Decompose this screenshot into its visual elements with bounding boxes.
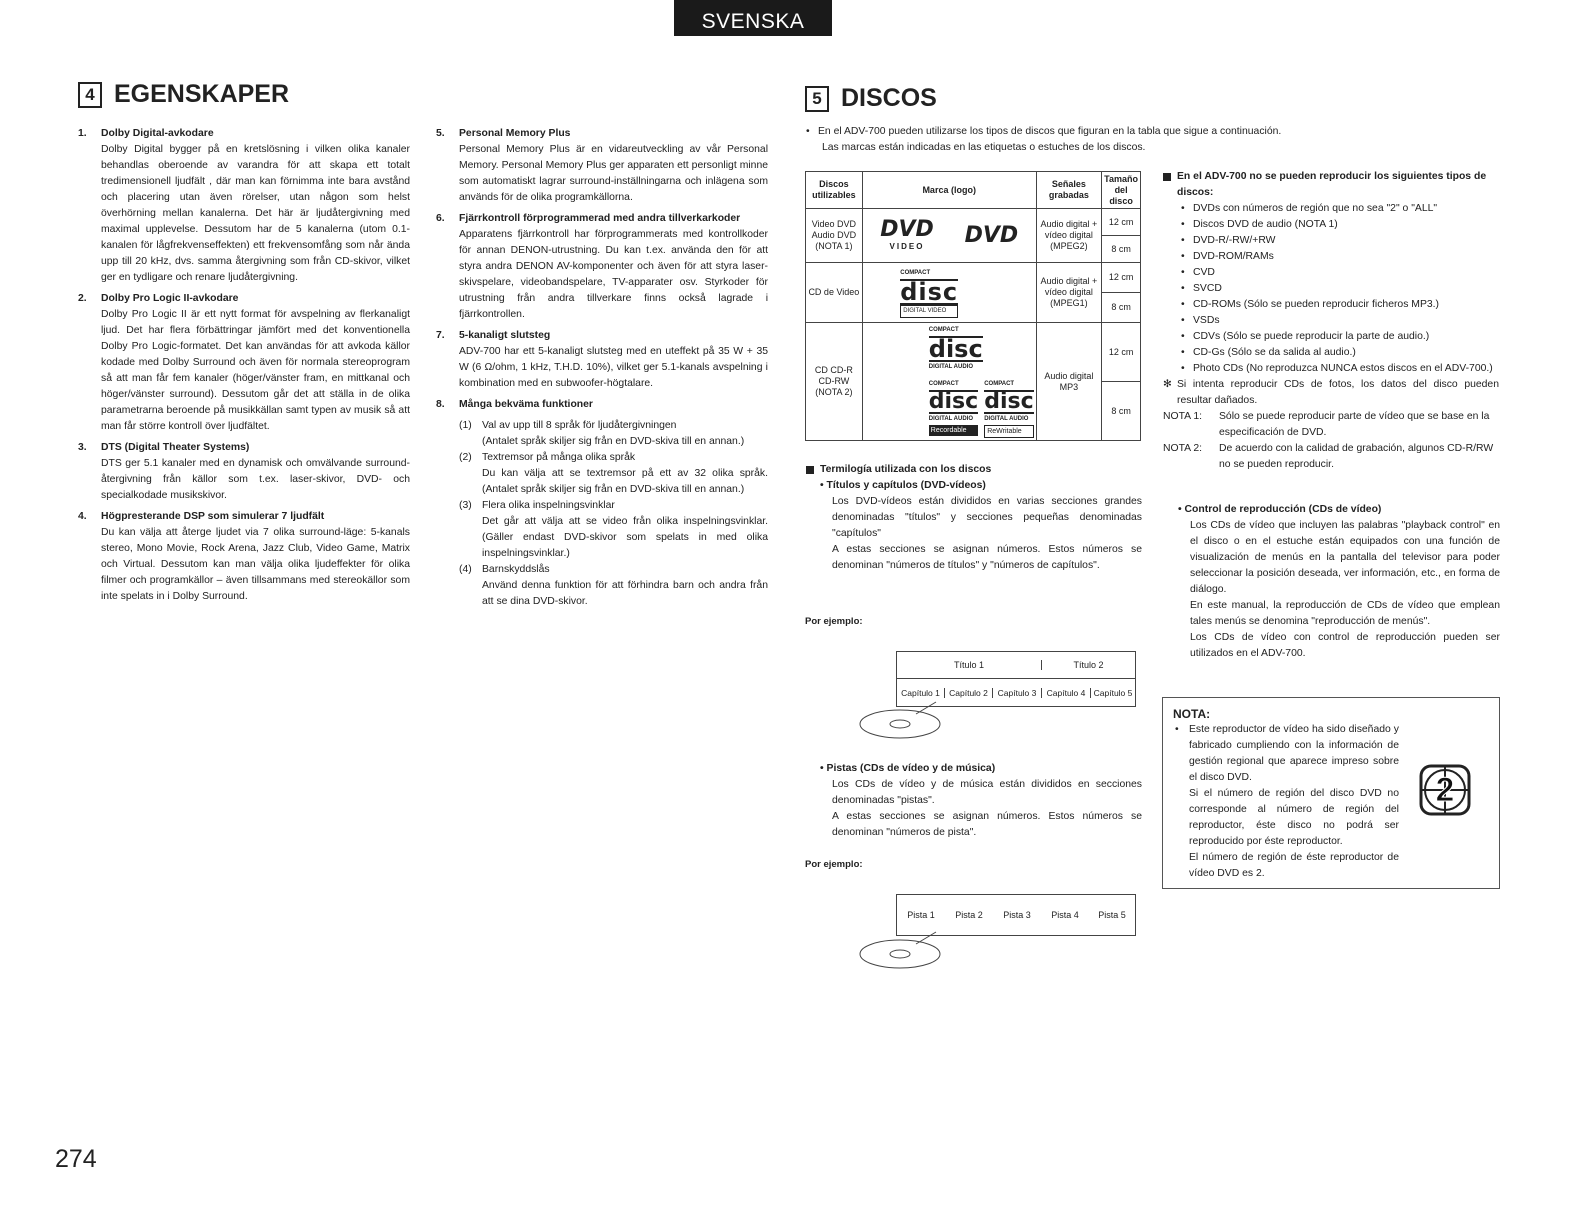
unsupported-item: • Photo CDs (No reproduzca NUNCA estos discos en el ADV-700.) (1181, 363, 1493, 374)
table-cell: Audio digital MP3 (1036, 323, 1102, 441)
table-cell: CD CD-R CD-RW (NOTA 2) (806, 323, 863, 441)
terms-heading: Termilogía utilizada con los discos (820, 464, 992, 475)
feature-subitem: (2) Textremsor på många olika språk Du kan välja att se textremsor på ett av 32 olika språk. (Antalet språk skiljer sig från en DVD-skiva till en annan.) (459, 452, 768, 495)
feature-subitem: (3) Flera olika inspelningsvinklar Det går att välja att se video från olika inspelningsvinklar. (Gäller endast DVD-skivor som spelats in med olika inspelningsvinklar.) (459, 500, 768, 559)
unsupported-item: • CD-ROMs (Sólo se pueden reproducir ficheros MP3.) (1181, 299, 1440, 310)
feature-heading: Dolby Digital-avkodare (101, 128, 214, 139)
title-1: Título 1 (897, 660, 1042, 670)
feature-item: 6. Fjärrkontroll förprogrammerad med andra tillverkarkoder Apparatens fjärrkontroll har förprogrammerats med kontrollkoder för annan DENON-utrustning. Du kan t.ex. använda den för att styra andra DENON AV-komponenter och även för att styra laser-skivspelare, videobandspelare, TV-apparater osv. Styrkoder för utrustning från andra tillverkare finns också lagrade i fjärrkontrollen. (436, 211, 768, 323)
unsupported-item: • DVD-R/-RW/+RW (1181, 235, 1276, 246)
tracks-heading: • Pistas (CDs de vídeo y de música) (820, 763, 996, 774)
unsupported-item: • CDVs (Sólo se puede reproducir la parte de audio.) (1181, 331, 1430, 342)
unsupported-item: • CD-Gs (Sólo se da salida al audio.) (1181, 347, 1356, 358)
disc-table (805, 171, 1141, 441)
track-label: Pista 3 (1003, 910, 1031, 920)
title-2: Título 2 (1073, 660, 1104, 670)
table-header: Señales grabadas (1036, 172, 1102, 209)
feature-heading: Fjärrkontroll förprogrammerad med andra tillverkarkoder (459, 213, 741, 224)
example-label: Por ejemplo: (805, 859, 863, 870)
feature-item: 3. DTS (Digital Theater Systems) DTS ger 5.1 kanaler med en dynamisk och omvälvande surround-återgivning från källor som t.ex. laser-skivor, DVD- och specialkodade musikskivor. (78, 440, 410, 504)
feature-item: 1. Dolby Digital-avkodare Dolby Digital bygger på en kretslösning i vilken olika kanaler behandlas oberoende av varandra för att skapa ett totalt tredimensionell ljudfält , där man kan förnimma inte bara avstånd och placering utan även rörelser, utan någon som helst överhörning mellan kanalerna. Det här är ljudåtergivning med maximal upplevelse. Dessutom har de 5 kanalerna (utom 0.1-kanalen för lågfrekvenseffekten) ett frekvensomfång som når ända upp till 20 kHz, dvs. samma återgivning som från CD-skivor, vilket ger en tydligare och renare ljudåtergivning. (78, 126, 410, 286)
intro-line-1: En el ADV-700 pueden utilizarse los tipos de discos que figuran en la tabla que sigue a continuación. (818, 126, 1282, 137)
tracks-body-2: A estas secciones se asignan números. Estos números se denominan "números de pista". (832, 811, 1142, 838)
feature-item: 2. Dolby Pro Logic II-avkodare Dolby Pro Logic II är ett nytt format för avspelning av flerkanaligt ljud. Det har flera förbättringar jämfört med det konventionella Dolby Pro Logic-formatet. Det kan användas för att avkoda källor kodade med Dolby Surround och även för normala stereoprogram så att man får fem kanaler (höger/vänster fram, en mittkanal och höger/vänster surround). Dessutom går det att ställa in de olika parametrarna beroende på musikkällan samt typen av musik så att man får större kontroll över ljudfältet. (78, 291, 410, 435)
terms-section (806, 462, 1142, 574)
nota-2: De acuerdo con la calidad de grabación, algunos CD-R/RW no se pueden reproducir. (1219, 443, 1494, 470)
feature-body: Dolby Digital bygger på en kretslösning i vilken olika kanaler behandlas oberoende av varandra för att skapa ett totalt tredimensionell ljudfält , där man kan förnimma inte bara avstånd och placering utan även rörelser, utan någon som helst överhörning mellan kanalerna. Det här är ljudåtergivning med maximal upplevelse. Dessutom har de 5 kanalerna (utom 0.1-kanalen för lågfrekvenseffekten) ett frekvensomfång som når ända upp till 20 kHz, dvs. samma återgivning som från CD-skivor, vilket ger en tydligare och renare ljudåtergivning. (101, 144, 410, 283)
track-label: Pista 2 (955, 910, 983, 920)
table-cell: 12 cm (1102, 323, 1141, 382)
dvd-audio-logo: DVD (964, 222, 1019, 248)
feature-subitem: (4) Barnskyddslås Använd denna funktion för att förhindra barn och andra från att se dina DVD-skivor. (459, 564, 768, 607)
example-label: Por ejemplo: (805, 616, 863, 627)
unsupported-item: • DVD-ROM/RAMs (1181, 251, 1274, 262)
intro-line-2: Las marcas están indicadas en las etiquetas o estuches de los discos. (822, 142, 1146, 153)
chapter-label: Capítulo 2 (945, 688, 993, 698)
feature-item: 5. Personal Memory Plus Personal Memory Plus är en vidareutveckling av vår Personal Memory. Personal Memory Plus ger apparaten ett personligt minne som automatiskt lagrar surround-inställningarna och inlägena som används för de olika programkällorna. (436, 126, 768, 206)
playback-control (1178, 502, 1500, 662)
feature-body: ADV-700 har ett 5-kanaligt slutsteg med en uteffekt på 35 W + 35 W (6 Ω/ohm, 1 kHz, T.H.D. 10%), vilket ger 5.1-kanals avspelning i kombination med en subwoofer-högtalare. (459, 346, 768, 389)
chapter-label: Capítulo 3 (993, 688, 1042, 698)
nota-p1: Este reproductor de vídeo ha sido diseñado y fabricado cumpliendo con la información de gestión regional que aparece impreso sobre el disco DVD. (1189, 724, 1399, 783)
tracks-body: Los CDs de vídeo y de música están divididos en secciones denominadas "pistas". (832, 779, 1142, 806)
unsupported-item: • CVD (1181, 267, 1215, 278)
chapter-label: Capítulo 1 (897, 688, 945, 698)
table-header: Marca (logo) (862, 172, 1036, 209)
unsupported-item: • SVCD (1181, 283, 1222, 294)
feature-heading: Personal Memory Plus (459, 128, 571, 139)
control-p3: Los CDs de vídeo con control de reproducción pueden ser utilizados en el ADV-700. (1190, 632, 1500, 659)
feature-body: Apparatens fjärrkontroll har förprogrammerats med kontrollkoder för annan DENON-utrustning. Du kan t.ex. använda den för att styra andra DENON AV-komponenter och även för att styra laser-skivspelare, videobandspelare, TV-apparater osv. Styrkoder för utrustning från andra tillverkare finns också lagrade i fjärrkontrollen. (459, 229, 768, 320)
feature-body: Du kan välja att återge ljudet via 7 olika surround-läge: 5-kanals stereo, Mono Movie, Rock Arena, Jazz Club, Video Game, Matrix och Virtual. Dessutom kan man välja olika ljudeffekter för olika filmer och programkällor – även tillsammans med stereokällor som inte spelats in i Dolby Surround. (101, 527, 410, 602)
features-column-2 (436, 126, 768, 610)
table-cell: 12 cm (1102, 263, 1141, 293)
feature-heading: Dolby Pro Logic II-avkodare (101, 293, 239, 304)
table-cell: 8 cm (1102, 382, 1141, 441)
video-cd-logo: COMPACT disc DIGITAL VIDEO (862, 263, 1036, 323)
photo-warning: Si intenta reproducir CDs de fotos, los datos del disco pueden resultar dañados. (1177, 379, 1499, 406)
section-heading: DISCOS (841, 84, 937, 112)
discos-intro: • En el ADV-700 pueden utilizarse los tipos de discos que figuran en la tabla que sigue a continuación. Las marcas están indicadas en las etiquetas o estuches de los discos. (806, 124, 1366, 156)
table-cell: 12 cm (1102, 209, 1141, 236)
table-cell: Video DVD Audio DVD (NOTA 1) (806, 209, 863, 263)
control-p2: En este manual, la reproducción de CDs de vídeo que emplean tales menús se denomina "reproducción de menús". (1190, 600, 1500, 627)
control-heading: • Control de reproducción (CDs de vídeo) (1178, 504, 1382, 515)
feature-body: DTS ger 5.1 kanaler med en dynamisk och omvälvande surround-återgivning från källor som t.ex. laser-skivor, DVD- och specialkodade musikskivor. (101, 458, 410, 501)
unsupported-item: • DVDs con números de región que no sea "2" o "ALL" (1181, 203, 1438, 214)
table-header: Discos utilizables (806, 172, 863, 209)
nota-box: NOTA: • Este reproductor de vídeo ha sido diseñado y fabricado cumpliendo con la información de gestión regional que aparece impreso sobre el disco DVD. Si el número de región del disco DVD no corresponde al número de región del reproductor, éste disco no podrá ser reproducido por éste reproductor. El número de región de éste reproductor de vídeo DVD es 2. 2 (1162, 697, 1500, 889)
feature-heading: DTS (Digital Theater Systems) (101, 442, 250, 453)
chapter-diagram (896, 651, 1136, 707)
unsupported-item: • VSDs (1181, 315, 1220, 326)
chapter-label: Capítulo 4 (1042, 688, 1091, 698)
section-heading: EGENSKAPER (114, 80, 290, 108)
track-label: Pista 1 (907, 910, 935, 920)
nota-1-label: NOTA 1: (1163, 411, 1203, 422)
dvd-logo: DVD VIDEO DVD (862, 209, 1036, 263)
section-5-title (805, 84, 937, 113)
disc-icon (856, 930, 946, 975)
section-number-box: 4 (78, 82, 102, 108)
nota-p2: Si el número de región del disco DVD no corresponde al número de región del reproductor, éste disco no podrá ser reproducido por éste reproductor. (1189, 788, 1399, 847)
feature-subitem: (1) Val av upp till 8 språk för ljudåtergivningen (Antalet språk skiljer sig från en DVD-skiva till en annan.) (459, 420, 745, 447)
titles-body: Los DVD-vídeos están divididos en varias secciones grandes denominadas "títulos" y secciones pequeñas denominadas "capítulos" (832, 496, 1142, 539)
unsupported-heading: En el ADV-700 no se pueden reproducir los siguientes tipos de discos: (1177, 171, 1487, 198)
chapter-label: Capítulo 5 (1093, 687, 1133, 698)
feature-body: Personal Memory Plus är en vidareutveckling av vår Personal Memory. Personal Memory Plus ger apparaten ett personligt minne som automatiskt lagrar surround-inställningarna och inlägena som används för de olika programkällorna. (459, 144, 768, 203)
features-column-1 (78, 126, 410, 610)
titles-body-2: A estas secciones se asignan números. Estos números se denominan "números de títulos" y "números de capítulos". (832, 544, 1142, 571)
track-label: Pista 5 (1098, 910, 1126, 920)
table-cell: 8 cm (1102, 236, 1141, 263)
track-label: Pista 4 (1051, 910, 1079, 920)
nota-p3: El número de región de éste reproductor de vídeo DVD es 2. (1189, 852, 1399, 879)
language-tab: SVENSKA (674, 0, 832, 36)
disc-icon (856, 700, 946, 745)
feature-heading: Många bekväma funktioner (459, 399, 593, 410)
unsupported-discs: En el ADV-700 no se pueden reproducir los siguientes tipos de discos: • DVDs con números de región que no sea "2" o "ALL" • Discos DVD de audio (NOTA 1) • DVD-R/-RW/+RW • DVD-ROM/RAMs • CVD • SVCD • CD-ROMs (Sólo se pueden reproducir ficheros MP3.) • VSDs • CDVs (Sólo se puede reproducir la parte de audio.) • CD-Gs (Sólo se da salida al audio.) • Photo CDs (No reproduzca NUNCA estos discos en el ADV-700.) ✻ Si intenta reproducir CDs de fotos, los datos del disco pueden resultar dañados. NOTA 1: Sólo se puede reproducir parte de vídeo que se base en la especificación de DVD. NOTA 2: De acuerdo con la calidad de grabación, algunos CD-R/RW no se pueden reproducir. (1163, 169, 1499, 473)
unsupported-item: • Discos DVD de audio (NOTA 1) (1181, 219, 1338, 230)
feature-heading: 5-kanaligt slutsteg (459, 330, 551, 341)
section-number-box: 5 (805, 86, 829, 112)
nota-2-label: NOTA 2: (1163, 443, 1203, 454)
table-cell: Audio digital + vídeo digital (MPEG2) (1036, 209, 1102, 263)
page-number: 274 (55, 1145, 97, 1173)
audio-cd-logos: COMPACT disc DIGITAL AUDIO COMPACT disc DIGITAL AUDIO Recordable COMPACT disc DIGITAL AUDIO ReWritable (862, 323, 1036, 441)
feature-item: 7. 5-kanaligt slutsteg ADV-700 har ett 5-kanaligt slutsteg med en uteffekt på 35 W + 35 W (6 Ω/ohm, 1 kHz, T.H.D. 10%), vilket ger 5.1-kanals avspelning i kombination med en subwoofer-högtalare. (436, 328, 768, 392)
titles-heading: • Títulos y capítulos (DVD-vídeos) (820, 480, 986, 491)
tracks-section (820, 761, 1142, 841)
feature-item: 8. Många bekväma funktioner (436, 397, 768, 413)
table-header: Tamaño del disco (1102, 172, 1141, 209)
feature-heading: Högpresterande DSP som simulerar 7 ljudfält (101, 511, 325, 522)
nota-label: NOTA: (1173, 707, 1211, 721)
control-p1: Los CDs de vídeo que incluyen las palabras "playback control" en el disco o en el estuche están equipados con una función de visualización de menús en la pantalla del televisor para poder seleccionar la posición deseada, ver información, etc., en forma de diálogo. (1190, 520, 1500, 595)
nota-1: Sólo se puede reproducir parte de vídeo que se base en la especificación de DVD. (1219, 411, 1490, 438)
region-2-icon: 2 (1419, 760, 1471, 820)
section-4-title (78, 80, 289, 109)
feature-item: 4. Högpresterande DSP som simulerar 7 ljudfält Du kan välja att återge ljudet via 7 olika surround-läge: 5-kanals stereo, Mono Movie, Rock Arena, Jazz Club, Video Game, Matrix och Virtual. Dessutom kan man välja olika ljudeffekter för olika filmer och programkällor – även tillsammans med stereokällor som inte spelats in i Dolby Surround. (78, 509, 410, 605)
feature-body: Dolby Pro Logic II är ett nytt format för avspelning av flerkanaligt ljud. Det har flera förbättringar jämfört med det konventionella Dolby Pro Logic-formatet. Det kan användas för att avkoda källor kodade med Dolby Surround och även för normala stereoprogram så att man får fem kanaler (höger/vänster fram, en mittkanal och höger/vänster surround). Dessutom går det att ställa in de olika parametrarna beroende på musikkällan samt typen av musik så att man får större kontroll över ljudfältet. (101, 309, 410, 432)
table-cell: 8 cm (1102, 293, 1141, 323)
table-cell: CD de Video (806, 263, 863, 323)
table-cell: Audio digital + vídeo digital (MPEG1) (1036, 263, 1102, 323)
